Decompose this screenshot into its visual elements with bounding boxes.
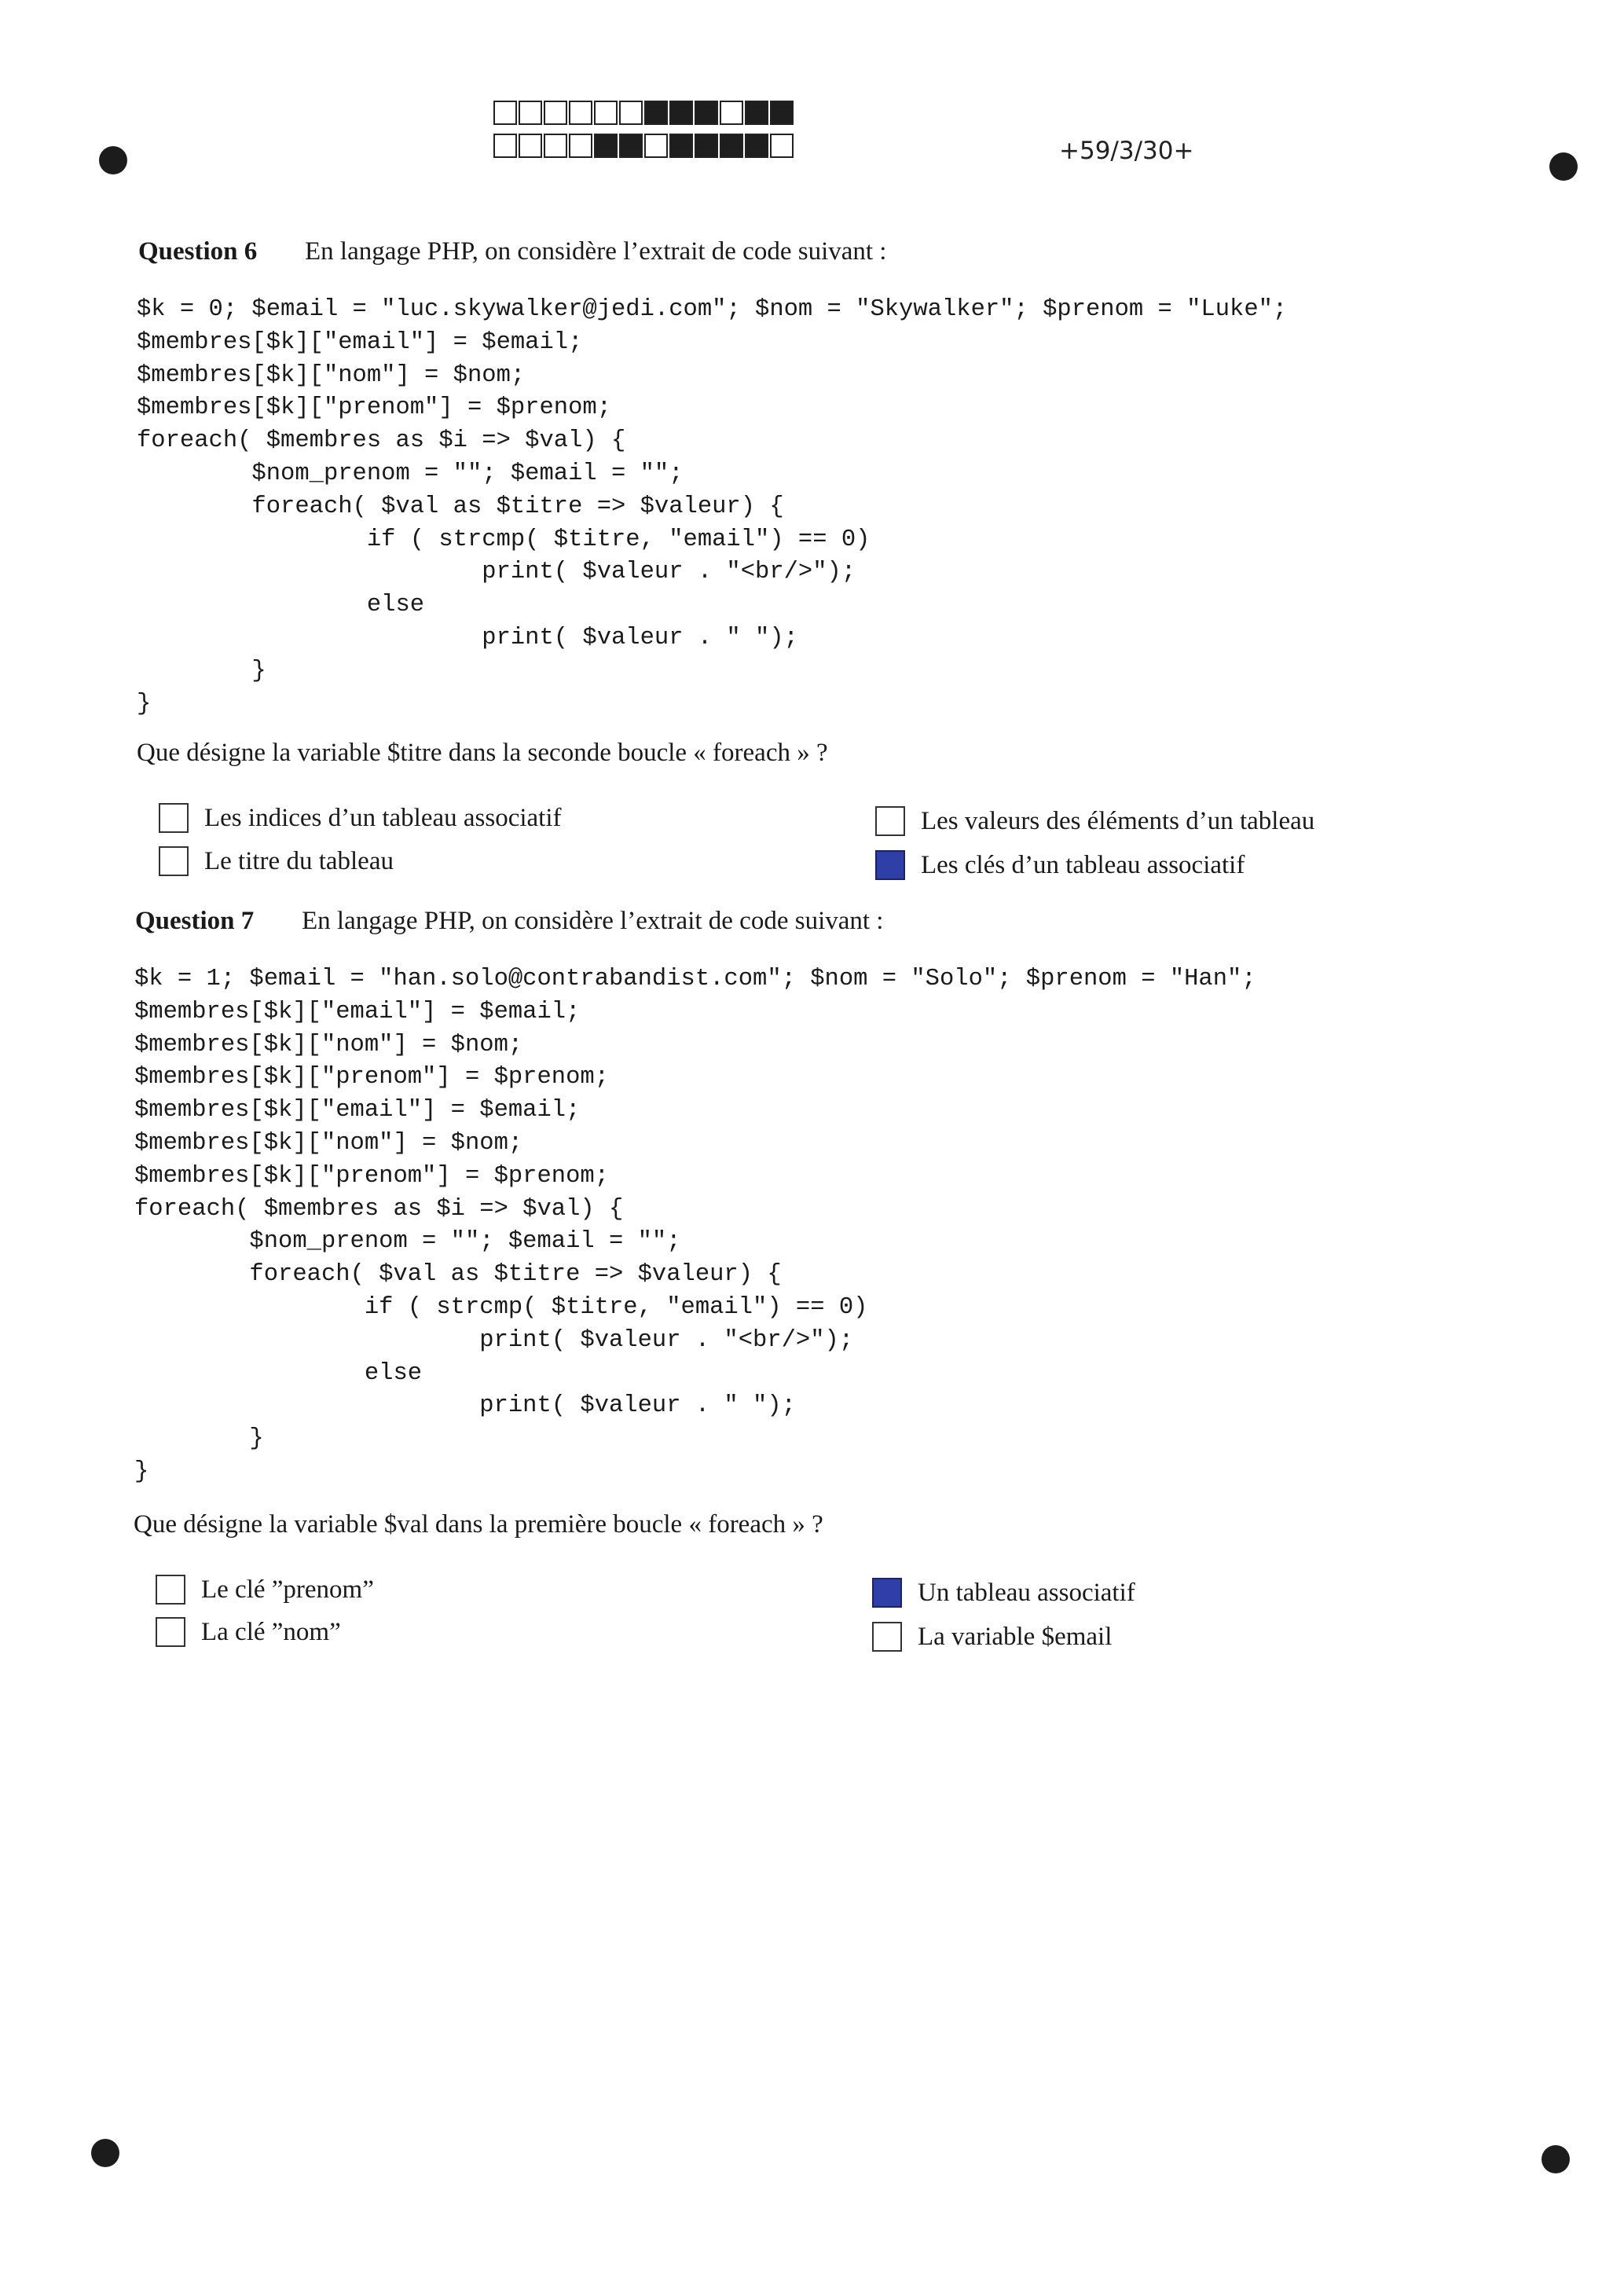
barcode-cell <box>770 101 794 125</box>
q6-choice-2[interactable] <box>159 846 394 876</box>
id-barcode-row-1 <box>493 101 795 128</box>
code-line: if ( strcmp( $titre, "email") == 0) <box>137 526 871 553</box>
id-barcode-row-2 <box>493 134 795 161</box>
barcode-cell <box>770 134 794 158</box>
code-line: } <box>137 657 266 684</box>
q6-choice-2-checkbox[interactable] <box>159 846 189 876</box>
registration-mark-bottom-right <box>1542 2145 1570 2173</box>
code-line: $membres[$k]["nom"] = $nom; <box>134 1031 523 1058</box>
code-line: if ( strcmp( $titre, "email") == 0) <box>134 1293 868 1321</box>
q7-choice-2-label: La clé ”nom” <box>201 1617 341 1646</box>
question-label: Question 7 <box>135 907 255 935</box>
q6-choice-2-label: Le titre du tableau <box>204 846 394 875</box>
q7-choice-4-label: La variable $email <box>918 1622 1113 1651</box>
barcode-cell <box>519 134 542 158</box>
barcode-cell <box>594 101 618 125</box>
q7-choice-1[interactable] <box>156 1575 374 1605</box>
code-line: $membres[$k]["email"] = $email; <box>134 998 581 1025</box>
code-line: else <box>134 1359 423 1387</box>
barcode-cell <box>669 101 693 125</box>
code-line: $membres[$k]["email"] = $email; <box>137 328 583 356</box>
q7-choice-3-label: Un tableau associatif <box>918 1578 1135 1607</box>
q6-choice-4-checkbox[interactable] <box>875 850 905 880</box>
registration-mark-bottom-left <box>91 2139 119 2167</box>
question-6-header <box>138 237 886 266</box>
barcode-cell <box>644 134 668 158</box>
code-line: } <box>137 690 152 717</box>
barcode-cell <box>519 101 542 125</box>
question-intro: En langage PHP, on considère l’extrait de code suivant : <box>305 237 887 266</box>
barcode-cell <box>619 101 643 125</box>
code-line: $membres[$k]["email"] = $email; <box>134 1097 581 1124</box>
code-line: $membres[$k]["nom"] = $nom; <box>137 361 526 389</box>
question-7-prompt: Que désigne la variable $val dans la première boucle « foreach » ? <box>134 1510 823 1539</box>
barcode-cell <box>695 101 718 125</box>
barcode-cell <box>695 134 718 158</box>
question-7-code <box>134 963 1256 1489</box>
code-line: print( $valeur . " "); <box>137 624 798 651</box>
code-line: $nom_prenom = ""; $email = ""; <box>134 1228 681 1256</box>
q7-choice-2[interactable] <box>156 1617 341 1647</box>
barcode-cell <box>619 134 643 158</box>
code-line: print( $valeur . "<br/>"); <box>134 1326 854 1354</box>
barcode-cell <box>745 101 768 125</box>
barcode-cell <box>594 134 618 158</box>
code-line: $membres[$k]["nom"] = $nom; <box>134 1129 523 1157</box>
q7-choice-1-checkbox[interactable] <box>156 1575 185 1605</box>
code-line: $membres[$k]["prenom"] = $prenom; <box>134 1064 609 1091</box>
code-line: $membres[$k]["prenom"] = $prenom; <box>134 1162 609 1190</box>
q7-choice-4-checkbox[interactable] <box>872 1622 902 1652</box>
registration-mark-top-right <box>1549 152 1578 181</box>
code-line: print( $valeur . " "); <box>134 1392 796 1420</box>
barcode-cell <box>569 134 592 158</box>
question-6-code <box>137 294 1287 721</box>
q6-choice-3[interactable] <box>875 806 1314 836</box>
q7-choice-3[interactable] <box>872 1578 1135 1608</box>
code-line: foreach( $val as $titre => $valeur) { <box>137 493 784 520</box>
q6-choice-1-label: Les indices d’un tableau associatif <box>204 803 562 832</box>
code-line: $membres[$k]["prenom"] = $prenom; <box>137 394 611 422</box>
q7-choice-4[interactable] <box>872 1622 1112 1652</box>
barcode-cell <box>493 134 517 158</box>
registration-mark-top-left <box>99 146 127 174</box>
barcode-cell <box>720 134 743 158</box>
code-line: } <box>134 1425 264 1453</box>
q6-choice-1-checkbox[interactable] <box>159 803 189 833</box>
barcode-cell <box>745 134 768 158</box>
question-label: Question 6 <box>138 237 258 266</box>
q6-choice-1[interactable] <box>159 803 562 833</box>
code-line: else <box>137 592 425 619</box>
page-id: +59/3/30+ <box>1059 137 1194 165</box>
q7-choice-1-label: Le clé ”prenom” <box>201 1575 374 1604</box>
code-line: $k = 1; $email = "han.solo@contrabandist.com"; $nom = "Solo"; $prenom = "Han"; <box>134 966 1256 992</box>
code-line: foreach( $membres as $i => $val) { <box>134 1195 624 1223</box>
barcode-cell <box>544 134 567 158</box>
code-line: foreach( $membres as $i => $val) { <box>137 427 626 455</box>
code-line: $k = 0; $email = "luc.skywalker@jedi.com"; $nom = "Skywalker"; $prenom = "Luke"; <box>137 296 1288 323</box>
q6-choice-3-label: Les valeurs des éléments d’un tableau <box>921 806 1315 835</box>
q7-choice-2-checkbox[interactable] <box>156 1617 185 1647</box>
question-7-header <box>135 907 883 936</box>
barcode-cell <box>644 101 668 125</box>
barcode-cell <box>720 101 743 125</box>
q6-choice-3-checkbox[interactable] <box>875 806 905 836</box>
barcode-cell <box>544 101 567 125</box>
question-intro: En langage PHP, on considère l’extrait de code suivant : <box>302 907 884 935</box>
barcode-cell <box>569 101 592 125</box>
code-line: $nom_prenom = ""; $email = ""; <box>137 460 684 487</box>
barcode-cell <box>669 134 693 158</box>
code-line: foreach( $val as $titre => $valeur) { <box>134 1261 782 1289</box>
code-line: } <box>134 1458 149 1485</box>
q6-choice-4-label: Les clés d’un tableau associatif <box>921 850 1245 879</box>
q6-choice-4[interactable] <box>875 850 1245 880</box>
question-6-prompt: Que désigne la variable $titre dans la seconde boucle « foreach » ? <box>137 739 828 767</box>
q7-choice-3-checkbox[interactable] <box>872 1578 902 1608</box>
barcode-cell <box>493 101 517 125</box>
code-line: print( $valeur . "<br/>"); <box>137 559 856 586</box>
